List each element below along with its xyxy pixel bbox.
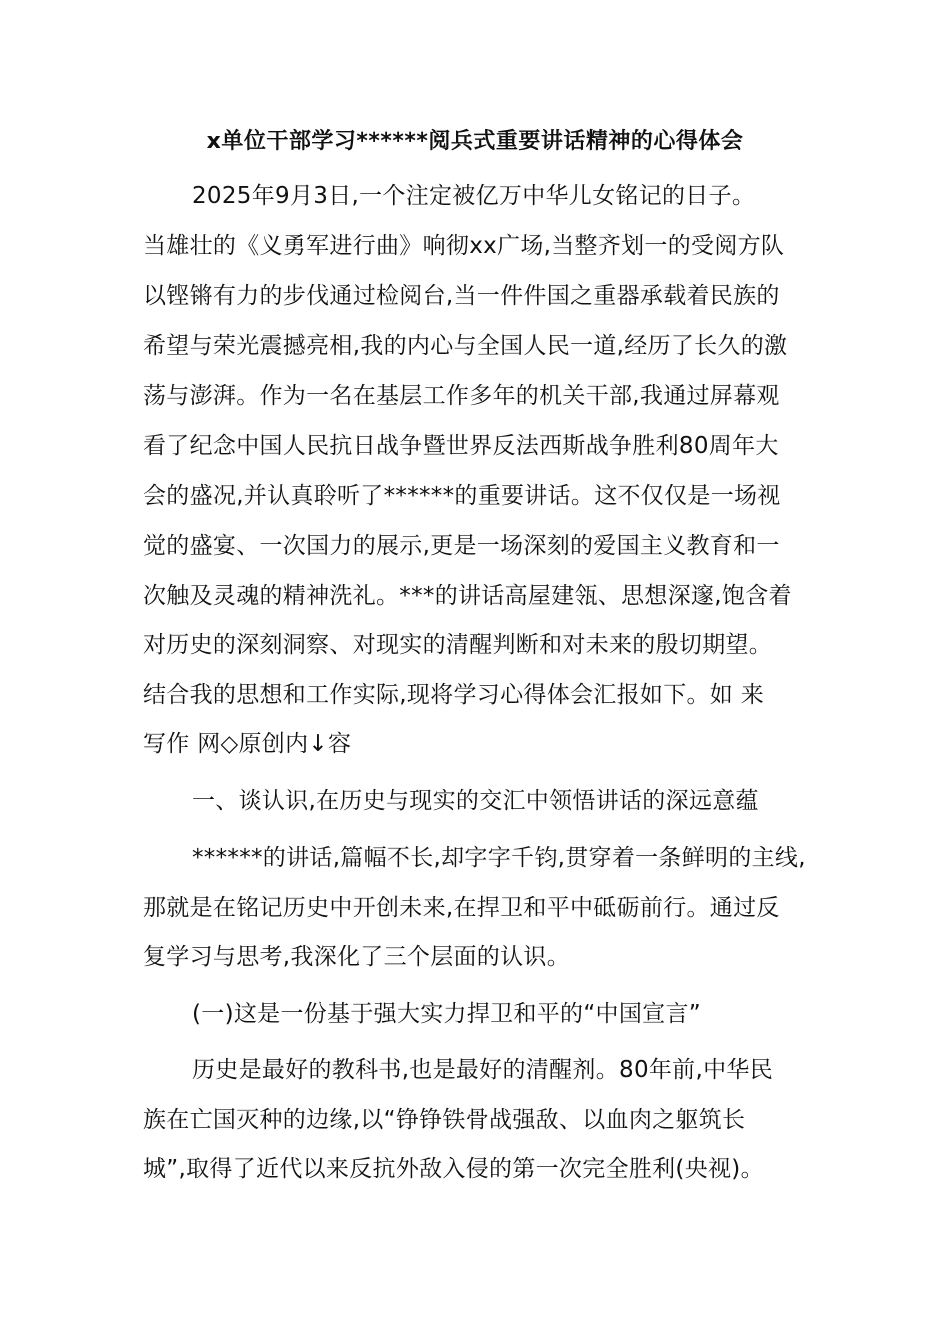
paragraph-line: 那就是在铭记历史中开创未来,在捍卫和平中砥砺前行。通过反 xyxy=(143,895,780,921)
paragraph-line: 结合我的思想和工作实际,现将学习心得体会汇报如下。如 来 xyxy=(143,682,765,708)
paragraph-line: 历史是最好的教科书,也是最好的清醒剂。80年前,中华民 xyxy=(192,1057,773,1083)
paragraph-line: 希望与荣光震撼亮相,我的内心与全国人民一道,经历了长久的激 xyxy=(143,333,788,359)
paragraph-line: 复学习与思考,我深化了三个层面的认识。 xyxy=(143,944,571,970)
paragraph-line: 城”,取得了近代以来反抗外敌入侵的第一次完全胜利(央视)。 xyxy=(143,1156,764,1182)
paragraph-line: 2025年9月3日,一个注定被亿万中华儿女铭记的日子。 xyxy=(192,183,756,209)
section-heading: 一、谈认识,在历史与现实的交汇中领悟讲话的深远意蕴 xyxy=(192,788,759,814)
paragraph-line: 会的盛况,并认真聆听了******的重要讲话。这不仅仅是一场视 xyxy=(143,483,781,509)
document-title: x单位干部学习******阅兵式重要讲话精神的心得体会 xyxy=(206,129,744,154)
subsection-heading: (一)这是一份基于强大实力捍卫和平的“中国宣言” xyxy=(192,1001,701,1027)
paragraph-line: 次触及灵魂的精神洗礼。***的讲话高屋建瓴、思想深邃,饱含着 xyxy=(143,583,792,609)
paragraph-line: 族在亡国灭种的边缘,以“铮铮铁骨战强敌、以血肉之躯筑长 xyxy=(143,1107,746,1133)
paragraph-line: 对历史的深刻洞察、对现实的清醒判断和对未来的殷切期望。 xyxy=(143,632,773,658)
paragraph-line: 荡与澎湃。作为一名在基层工作多年的机关干部,我通过屏幕观 xyxy=(143,383,780,409)
paragraph-line: 觉的盛宴、一次国力的展示,更是一场深刻的爱国主义教育和一 xyxy=(143,533,780,559)
paragraph-line: ******的讲话,篇幅不长,却字字千钧,贯穿着一条鲜明的主线, xyxy=(192,845,806,871)
paragraph-line: 以铿锵有力的步伐通过检阅台,当一件件国之重器承载着民族的 xyxy=(143,283,780,309)
paragraph-line: 写作 网◇原创内↓容 xyxy=(143,731,352,757)
paragraph-line: 当雄壮的《义勇军进行曲》响彻xx广场,当整齐划一的受阅方队 xyxy=(143,233,785,259)
paragraph-line: 看了纪念中国人民抗日战争暨世界反法西斯战争胜利80周年大 xyxy=(143,433,779,459)
